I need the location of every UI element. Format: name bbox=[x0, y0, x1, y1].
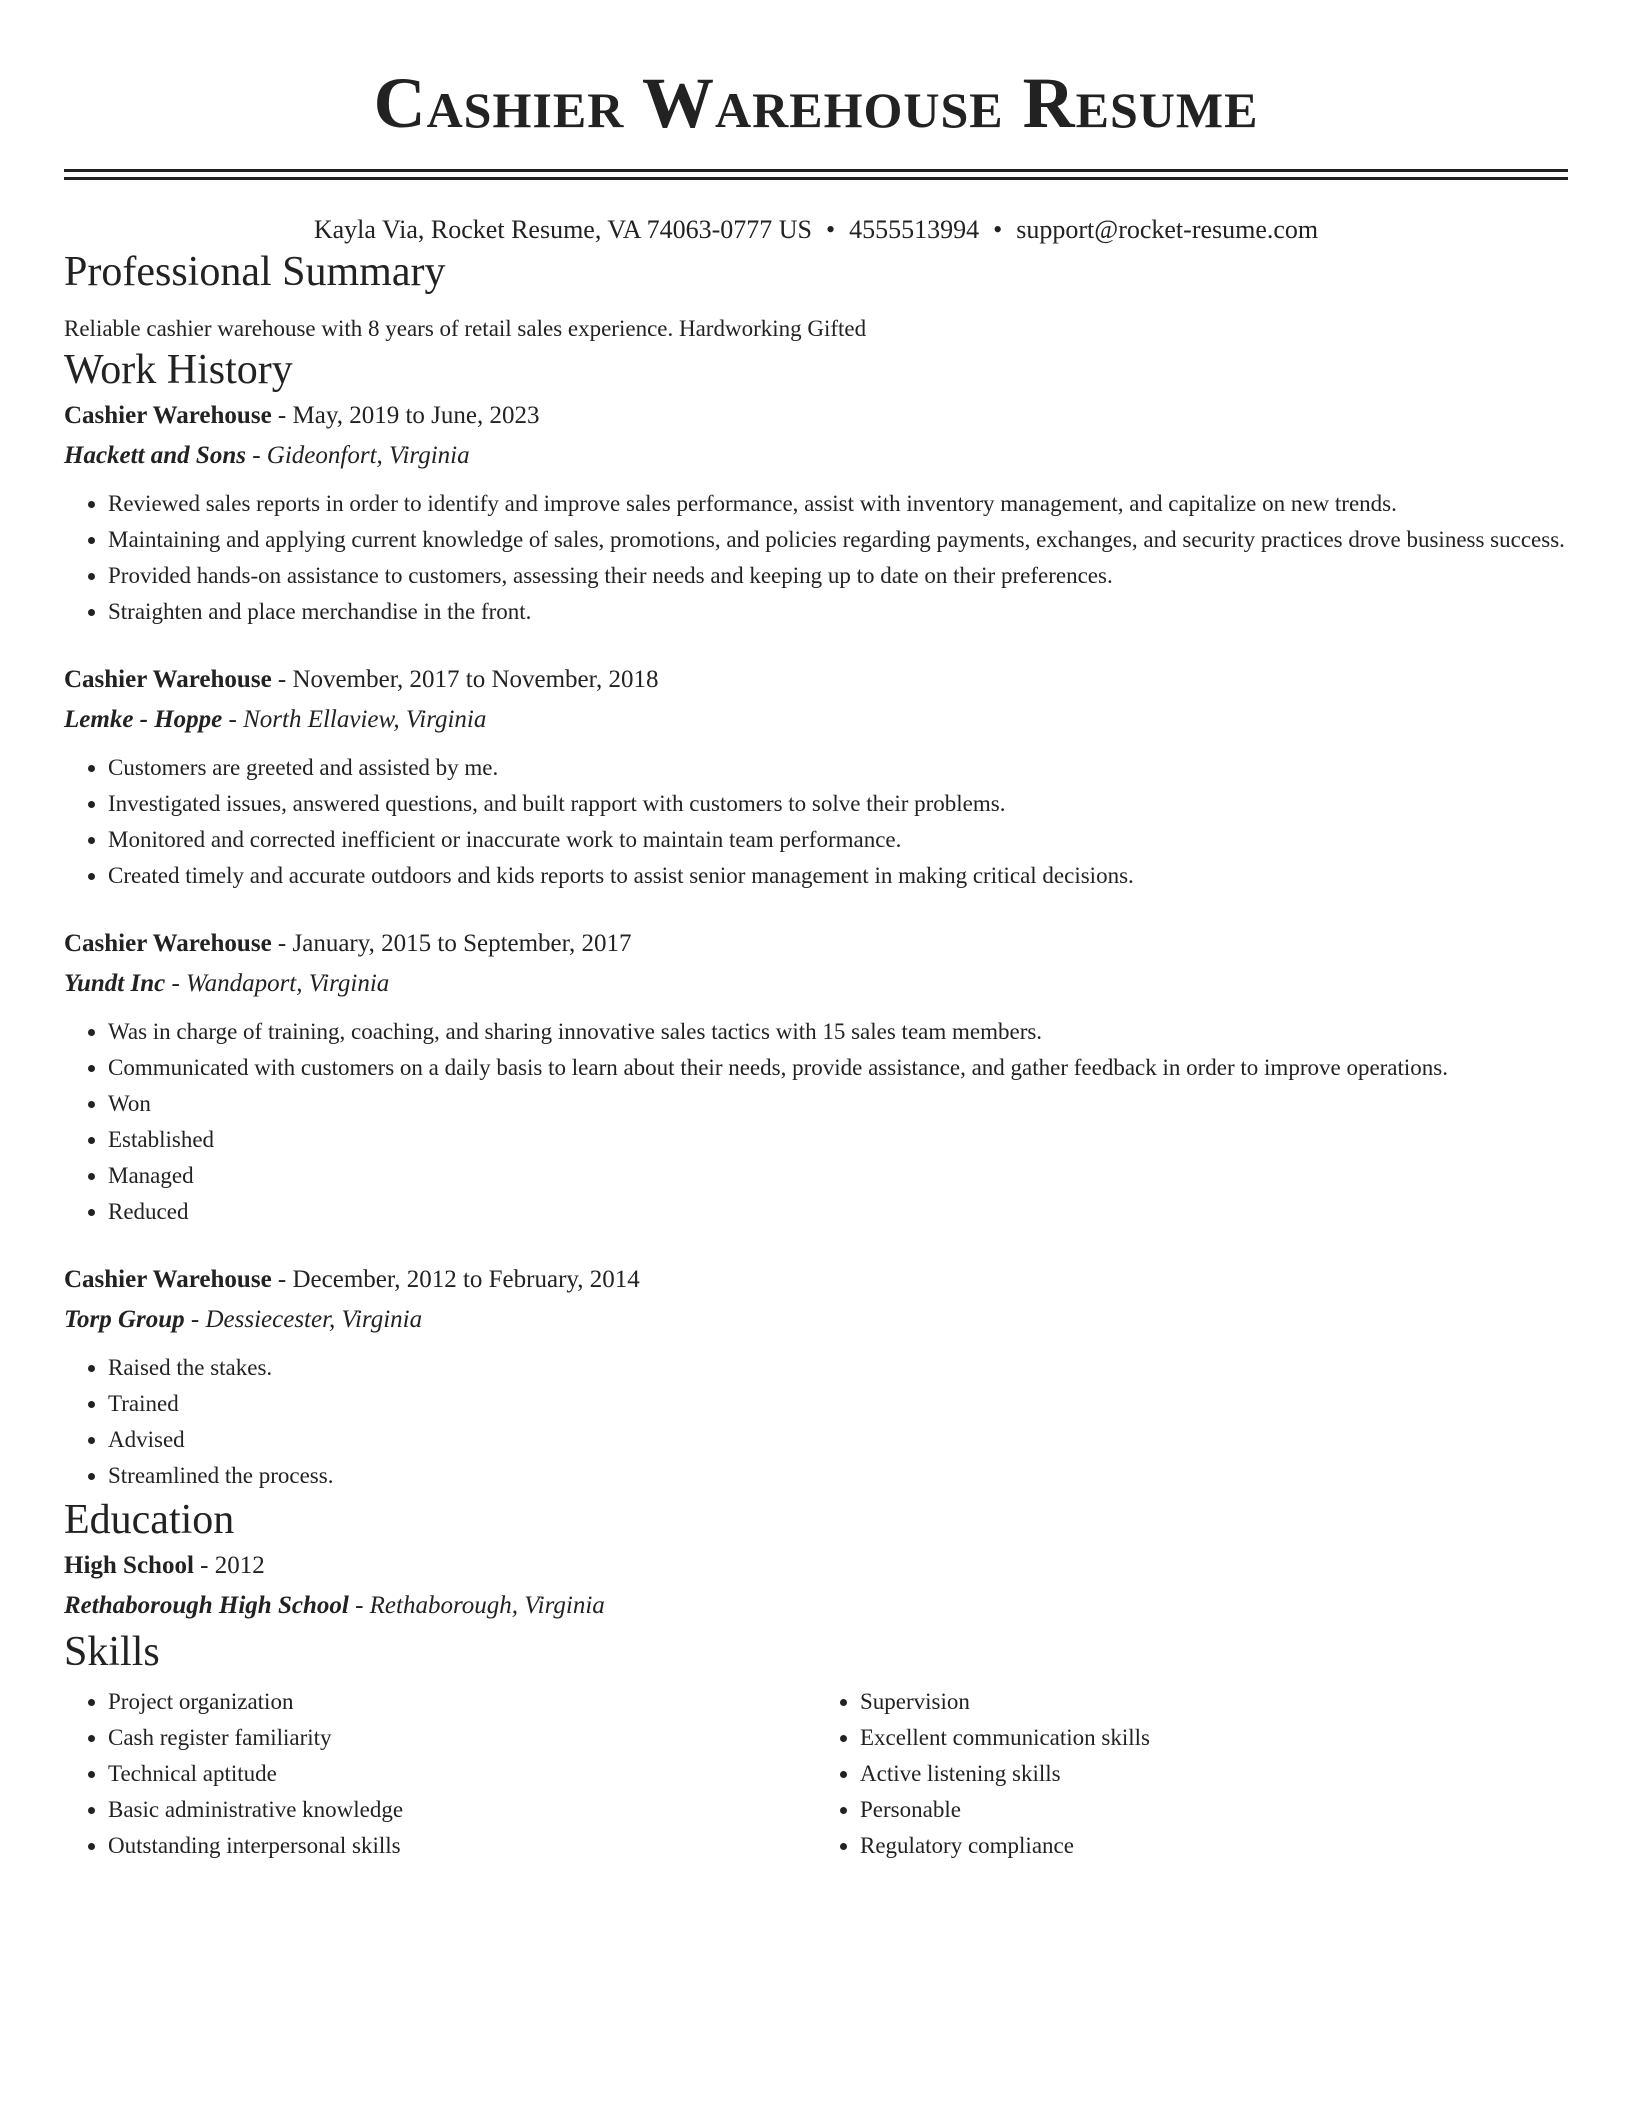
list-item: • Active listening skills bbox=[860, 1756, 1568, 1792]
contact-line bbox=[64, 214, 1568, 246]
contact-separator: • bbox=[993, 215, 1003, 244]
job-bullets bbox=[64, 750, 1568, 894]
list-item: • Provided hands-on assistance to customers, assessing their needs and keeping up to date on their preferences. bbox=[108, 558, 1568, 594]
job-location: - North Ellaview, Virginia bbox=[222, 706, 487, 733]
education-year: - 2012 bbox=[193, 1552, 265, 1579]
job-title-line bbox=[64, 660, 1568, 700]
list-item: • Personable bbox=[860, 1792, 1568, 1828]
skills-list-right bbox=[816, 1684, 1568, 1864]
education-location: - Rethaborough, Virginia bbox=[348, 1592, 605, 1619]
list-item: • Customers are greeted and assisted by me. bbox=[108, 750, 1568, 786]
job-company-line bbox=[64, 1300, 1568, 1340]
list-item: • Basic administrative knowledge bbox=[108, 1792, 816, 1828]
job-company-line bbox=[64, 964, 1568, 1004]
contact-address: Kayla Via, Rocket Resume, VA 74063-0777 US bbox=[313, 215, 813, 244]
job-company-line bbox=[64, 700, 1568, 740]
title-divider bbox=[64, 169, 1568, 180]
job-bullets bbox=[64, 486, 1568, 630]
job-company-line bbox=[64, 436, 1568, 476]
summary-text: Reliable cashier warehouse with 8 years of retail sales experience. Hardworking Gifted bbox=[64, 316, 867, 341]
job-company: Torp Group bbox=[64, 1306, 185, 1333]
list-item: • Outstanding interpersonal skills bbox=[108, 1828, 816, 1864]
list-item: • Supervision bbox=[860, 1684, 1568, 1720]
list-item: • Managed bbox=[108, 1158, 1568, 1194]
list-item: • Raised the stakes. bbox=[108, 1350, 1568, 1386]
job-bullets bbox=[64, 1014, 1568, 1230]
job-role: Cashier Warehouse bbox=[64, 930, 272, 957]
work-history-heading: Work History bbox=[64, 347, 293, 393]
job-company: Yundt Inc bbox=[64, 970, 166, 997]
list-item: • Established bbox=[108, 1122, 1568, 1158]
list-item: • Technical aptitude bbox=[108, 1756, 816, 1792]
contact-separator: • bbox=[826, 215, 836, 244]
list-item: • Won bbox=[108, 1086, 1568, 1122]
skills-columns bbox=[64, 1684, 1568, 1864]
job-bullets bbox=[64, 1350, 1568, 1494]
list-item: • Created timely and accurate outdoors and kids reports to assist senior management in making critical decisions. bbox=[108, 858, 1568, 894]
contact-email: support@rocket-resume.com bbox=[1016, 215, 1319, 244]
list-item: • Reviewed sales reports in order to identify and improve sales performance, assist with inventory management, and capitalize on new trends. bbox=[108, 486, 1568, 522]
job-location: - Gideonfort, Virginia bbox=[245, 442, 470, 469]
list-item: • Reduced bbox=[108, 1194, 1568, 1230]
job-role: Cashier Warehouse bbox=[64, 402, 272, 429]
work-history-list bbox=[64, 396, 1568, 1494]
list-item: • Was in charge of training, coaching, and sharing innovative sales tactics with 15 sales team members. bbox=[108, 1014, 1568, 1050]
list-item: • Streamlined the process. bbox=[108, 1458, 1568, 1494]
job-company: Lemke - Hoppe bbox=[64, 706, 223, 733]
job-title-line bbox=[64, 1260, 1568, 1300]
job-dates: - November, 2017 to November, 2018 bbox=[271, 666, 659, 693]
job-dates: - December, 2012 to February, 2014 bbox=[271, 1266, 640, 1293]
list-item: • Excellent communication skills bbox=[860, 1720, 1568, 1756]
list-item: • Advised bbox=[108, 1422, 1568, 1458]
education-school-line bbox=[64, 1586, 1568, 1626]
job-location: - Dessiecester, Virginia bbox=[184, 1306, 423, 1333]
resume-title: Cashier Warehouse Resume bbox=[373, 63, 1259, 143]
job-company: Hackett and Sons bbox=[64, 442, 246, 469]
job-role: Cashier Warehouse bbox=[64, 666, 272, 693]
contact-phone: 4555513994 bbox=[849, 215, 980, 244]
list-item: • Maintaining and applying current knowledge of sales, promotions, and policies regarding payments, exchanges, and security practices drove business success. bbox=[108, 522, 1568, 558]
list-item: • Regulatory compliance bbox=[860, 1828, 1568, 1864]
education-degree: High School bbox=[64, 1552, 194, 1579]
list-item: • Project organization bbox=[108, 1684, 816, 1720]
job-dates: - May, 2019 to June, 2023 bbox=[271, 402, 540, 429]
education-entry bbox=[64, 1546, 1568, 1626]
summary-heading: Professional Summary bbox=[64, 249, 446, 295]
list-item: • Cash register familiarity bbox=[108, 1720, 816, 1756]
job-entry bbox=[64, 924, 1568, 1230]
list-item: • Trained bbox=[108, 1386, 1568, 1422]
skills-list-left bbox=[64, 1684, 816, 1864]
list-item: • Investigated issues, answered questions, and built rapport with customers to solve their problems. bbox=[108, 786, 1568, 822]
resume-page bbox=[64, 0, 1568, 1864]
job-entry bbox=[64, 660, 1568, 894]
job-entry bbox=[64, 1260, 1568, 1494]
list-item: • Communicated with customers on a daily basis to learn about their needs, provide assistance, and gather feedback in order to improve operations. bbox=[108, 1050, 1568, 1086]
education-degree-line bbox=[64, 1546, 1568, 1586]
job-location: - Wandaport, Virginia bbox=[165, 970, 390, 997]
education-school: Rethaborough High School bbox=[64, 1592, 349, 1619]
list-item: • Monitored and corrected inefficient or inaccurate work to maintain team performance. bbox=[108, 822, 1568, 858]
education-heading: Education bbox=[64, 1497, 235, 1543]
list-item: • Straighten and place merchandise in the front. bbox=[108, 594, 1568, 630]
job-title-line bbox=[64, 396, 1568, 436]
skills-heading: Skills bbox=[64, 1629, 160, 1675]
job-dates: - January, 2015 to September, 2017 bbox=[271, 930, 632, 957]
job-role: Cashier Warehouse bbox=[64, 1266, 272, 1293]
job-entry bbox=[64, 396, 1568, 630]
job-title-line bbox=[64, 924, 1568, 964]
